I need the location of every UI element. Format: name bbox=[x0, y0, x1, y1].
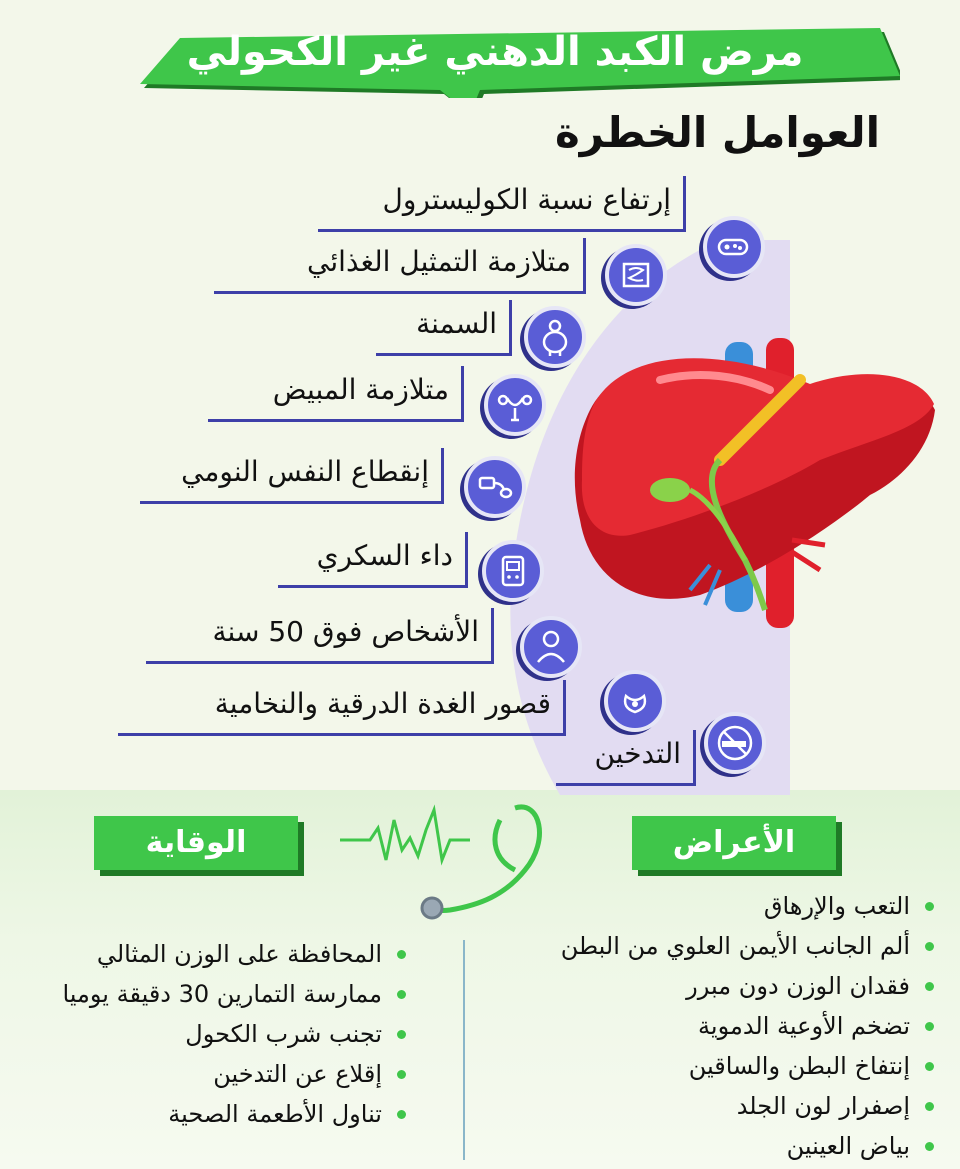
list-item bbox=[561, 1006, 940, 1046]
list-item bbox=[561, 1046, 940, 1086]
risk-item-metabolic bbox=[214, 238, 586, 294]
sleep-apnea-icon bbox=[464, 456, 526, 518]
risk-item-label: الأشخاص فوق 50 سنة bbox=[212, 615, 479, 648]
risk-item-diabetes bbox=[278, 532, 468, 588]
risk-item-label: إرتفاع نسبة الكوليسترول bbox=[382, 183, 671, 216]
risk-item-ovary bbox=[208, 366, 464, 422]
list-item bbox=[62, 934, 412, 974]
risk-item-label: السمنة bbox=[416, 307, 497, 340]
prevention-list bbox=[62, 934, 412, 1134]
column-divider bbox=[463, 940, 465, 1160]
prevention-text: إقلاع عن التدخين bbox=[213, 1060, 382, 1088]
list-item bbox=[62, 1054, 412, 1094]
list-item bbox=[62, 974, 412, 1014]
bullet-icon bbox=[925, 1062, 934, 1071]
list-item bbox=[561, 1086, 940, 1126]
symptom-text: التعب والإرهاق bbox=[763, 892, 910, 920]
risk-item-label: داء السكري bbox=[316, 539, 453, 572]
ovary-icon bbox=[484, 374, 546, 436]
risk-item-label: متلازمة المبيض bbox=[272, 373, 449, 406]
list-item bbox=[561, 966, 940, 1006]
risk-item-cholesterol bbox=[318, 176, 686, 232]
symptom-text: تضخم الأوعية الدموية bbox=[698, 1012, 910, 1040]
list-item bbox=[62, 1094, 412, 1134]
list-item bbox=[561, 926, 940, 966]
symptom-text: فقدان الوزن دون مبرر bbox=[686, 972, 910, 1000]
risk-item-label: إنقطاع النفس النومي bbox=[181, 455, 429, 488]
symptom-text: بياض العينين bbox=[786, 1132, 910, 1160]
risk-factors-heading: العوامل الخطرة bbox=[555, 108, 880, 157]
bullet-icon bbox=[397, 950, 406, 959]
bullet-icon bbox=[925, 1022, 934, 1031]
risk-item-label: متلازمة التمثيل الغذائي bbox=[307, 245, 571, 278]
bullet-icon bbox=[397, 990, 406, 999]
intestine-icon bbox=[605, 244, 667, 306]
prevention-text: ممارسة التمارين 30 دقيقة يوميا bbox=[62, 980, 382, 1008]
bullet-icon bbox=[397, 1110, 406, 1119]
bullet-icon bbox=[925, 1102, 934, 1111]
risk-item-age bbox=[146, 608, 494, 664]
glucometer-icon bbox=[482, 540, 544, 602]
prevention-text: تجنب شرب الكحول bbox=[185, 1020, 382, 1048]
symptom-text: إصفرار لون الجلد bbox=[736, 1092, 910, 1120]
risk-item-smoking bbox=[556, 730, 696, 786]
bullet-icon bbox=[925, 1142, 934, 1151]
bullet-icon bbox=[925, 982, 934, 991]
risk-item-label: قصور الغدة الدرقية والنخامية bbox=[214, 687, 551, 720]
symptoms-list bbox=[561, 886, 940, 1166]
risk-item-sleep-apnea bbox=[140, 448, 444, 504]
list-item bbox=[561, 1126, 940, 1166]
risk-item-label: التدخين bbox=[594, 737, 681, 770]
prevention-text: المحافظة على الوزن المثالي bbox=[96, 940, 382, 968]
cholesterol-icon bbox=[703, 216, 765, 278]
risk-item-obesity bbox=[376, 300, 512, 356]
page-title: مرض الكبد الدهني غير الكحولي bbox=[186, 29, 804, 75]
prevention-text: تناول الأطعمة الصحية bbox=[168, 1100, 382, 1128]
prevention-heading: الوقاية bbox=[94, 816, 298, 870]
no-smoking-icon bbox=[704, 712, 766, 774]
list-item bbox=[561, 886, 940, 926]
bullet-icon bbox=[397, 1030, 406, 1039]
bullet-icon bbox=[397, 1070, 406, 1079]
bullet-icon bbox=[925, 942, 934, 951]
bullet-icon bbox=[925, 902, 934, 911]
stethoscope-icon bbox=[340, 800, 570, 930]
risk-item-thyroid bbox=[118, 680, 566, 736]
liver-illustration bbox=[570, 330, 950, 640]
list-item bbox=[62, 1014, 412, 1054]
symptoms-heading: الأعراض bbox=[632, 816, 836, 870]
symptom-text: إنتفاخ البطن والساقين bbox=[688, 1052, 910, 1080]
thyroid-icon bbox=[604, 670, 666, 732]
symptom-text: ألم الجانب الأيمن العلوي من البطن bbox=[560, 932, 910, 960]
